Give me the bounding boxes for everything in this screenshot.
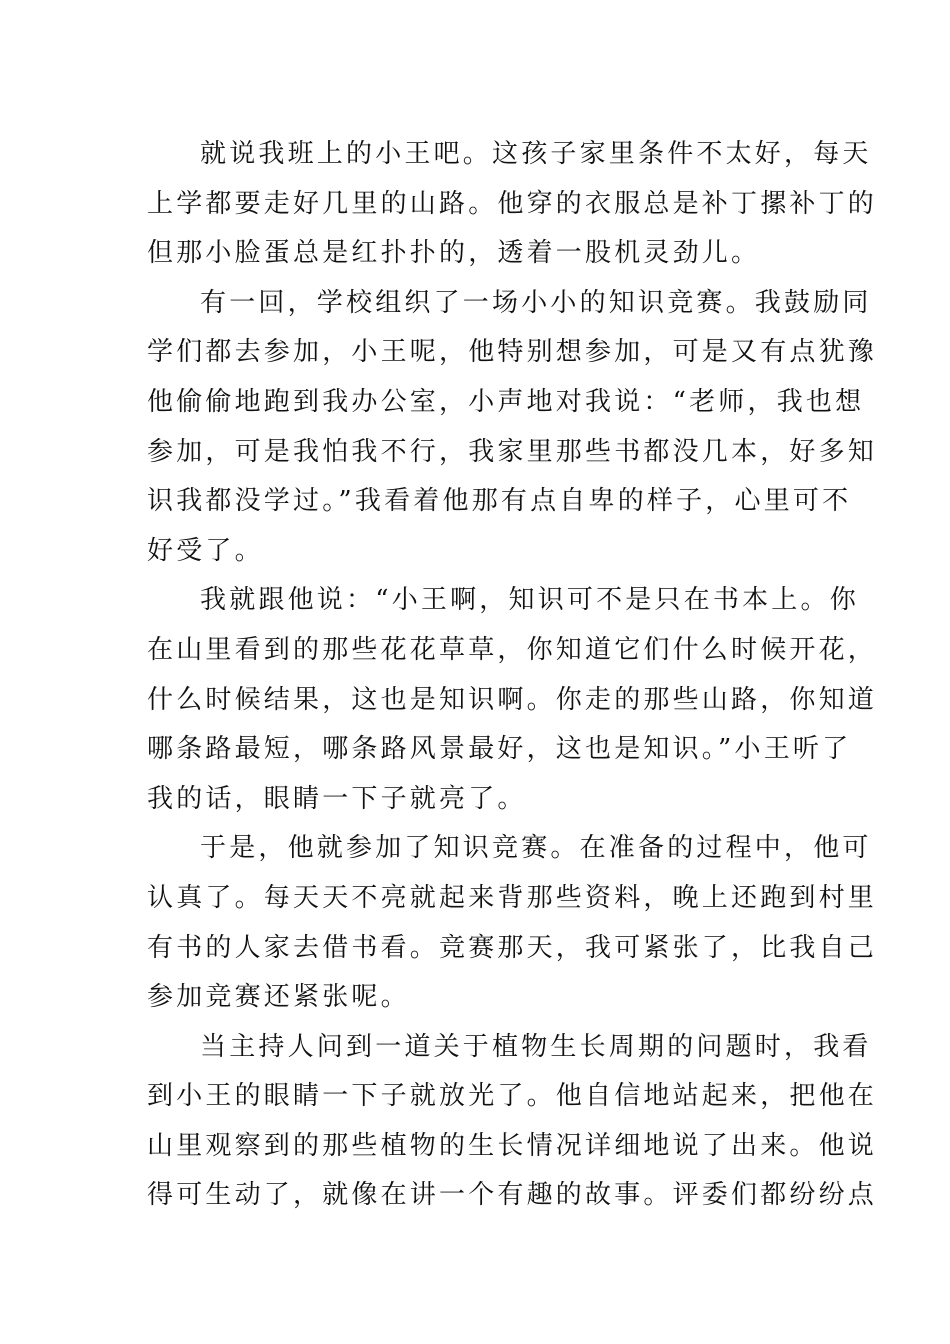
text-line: 他偷偷地跑到我办公室，小声地对我说：“老师，我也想 — [147, 386, 865, 417]
text-line: 于是，他就参加了知识竞赛。在准备的过程中，他可 — [200, 833, 872, 864]
text-line: 但那小脸蛋总是红扑扑的，透着一股机灵劲儿。 — [147, 238, 761, 269]
text-line: 在山里看到的那些花花草草，你知道它们什么时候开花， — [147, 634, 878, 665]
text-line: 就说我班上的小王吧。这孩子家里条件不太好，每天 — [200, 139, 872, 169]
text-line: 我的话，眼睛一下子就亮了。 — [147, 783, 527, 814]
text-line: 山里观察到的那些植物的生长情况详细地说了出来。他说 — [147, 1130, 878, 1161]
paragraph — [147, 130, 878, 279]
paragraph — [147, 1023, 878, 1221]
text-line: 有书的人家去借书看。竞赛那天，我可紧张了，比我自己 — [147, 932, 878, 963]
text-line: 当主持人问到一道关于植物生长周期的问题时，我看 — [200, 1031, 872, 1062]
text-line: 参加，可是我怕我不行，我家里那些书都没几本，好多知 — [147, 436, 878, 467]
text-line: 学们都去参加，小王呢，他特别想参加，可是又有点犹豫 — [147, 337, 878, 368]
document-body — [147, 130, 878, 1221]
text-line: 到小王的眼睛一下子就放光了。他自信地站起来，把他在 — [147, 1081, 878, 1112]
paragraph — [147, 576, 878, 824]
text-line: 好受了。 — [147, 535, 264, 566]
paragraph — [147, 279, 878, 577]
text-line: 得可生动了，就像在讲一个有趣的故事。评委们都纷纷点 — [147, 1180, 878, 1211]
text-line: 认真了。每天天不亮就起来背那些资料，晚上还跑到村里 — [147, 882, 878, 913]
text-line: 有一回，学校组织了一场小小的知识竞赛。我鼓励同 — [200, 287, 872, 318]
text-line: 哪条路最短，哪条路风景最好，这也是知识。”小王听了 — [147, 734, 852, 765]
paragraph — [147, 824, 878, 1022]
text-line: 什么时候结果，这也是知识啊。你走的那些山路，你知道 — [147, 684, 878, 715]
text-line: 参加竞赛还紧张呢。 — [147, 982, 410, 1013]
text-line: 上学都要走好几里的山路。他穿的衣服总是补丁摞补丁的 — [147, 188, 878, 219]
text-line: 识我都没学过。”我看着他那有点自卑的样子，心里可不 — [147, 486, 852, 517]
text-line: 我就跟他说：“小王啊，知识可不是只在书本上。你 — [200, 585, 859, 616]
